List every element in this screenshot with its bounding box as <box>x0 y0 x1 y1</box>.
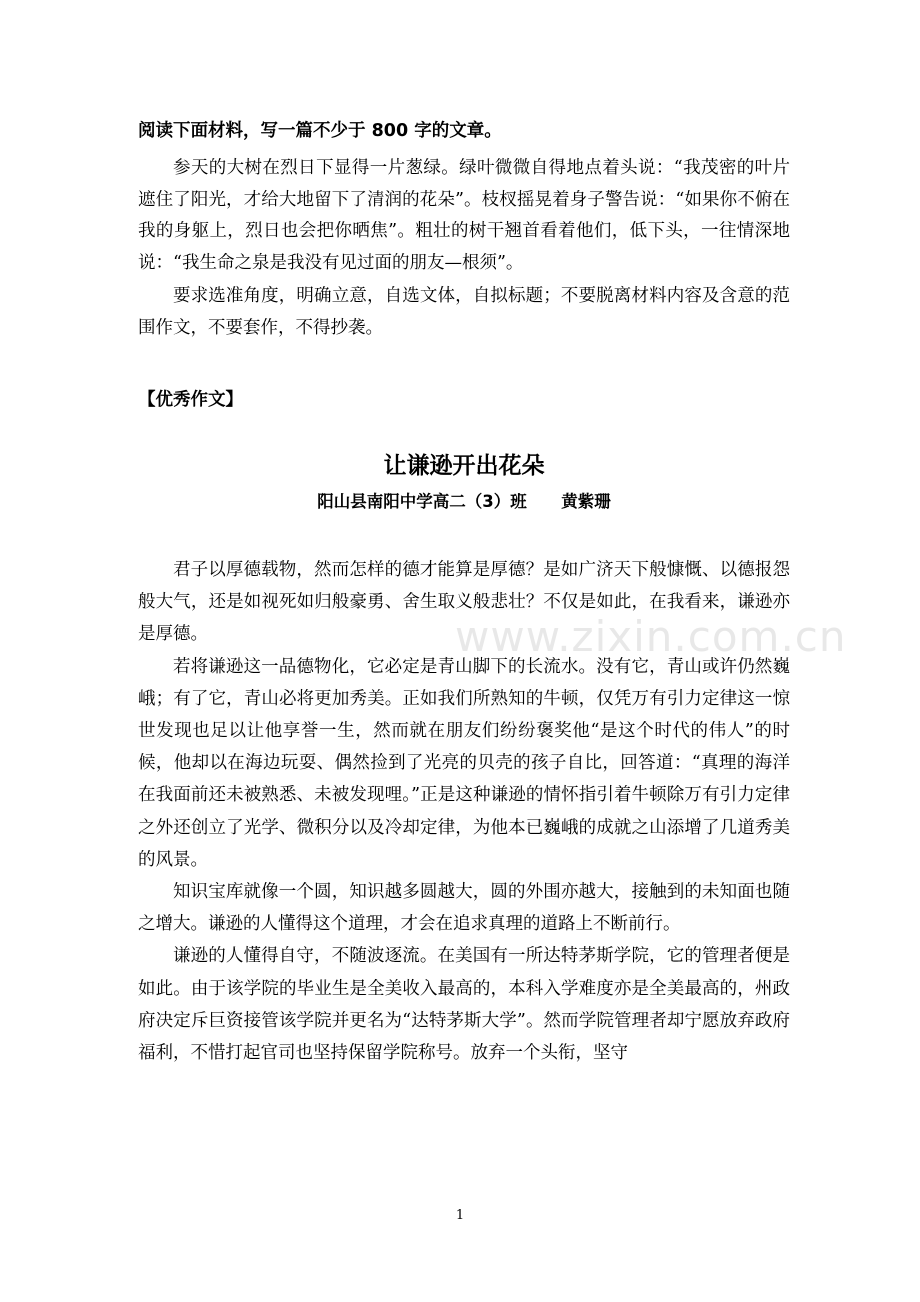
essay-byline: 阳山县南阳中学高二（3）班 黄紫珊 <box>317 492 611 511</box>
material-paragraph: 参天的大树在烈日下显得一片葱绿。绿叶微微自得地点着头说：“我茂密的叶片遮住了阳光，才给大地留下了清润的花朵”。枝杈摇晃着身子警告说：“如果你不俯在我的身躯上，烈日也会把你晒焦”。粗壮的树干翘首看着他们，低下头，一往情深地说：“我生命之泉是我没有见过面的朋友—根须”。 <box>138 158 790 273</box>
essay-body <box>138 554 790 1069</box>
page-content <box>138 116 790 1069</box>
essay-paragraph: 知识宝库就像一个圆，知识越多圆越大，圆的外围亦越大，接触到的未知面也随之增大。谦逊的人懂得这个道理，才会在追求真理的道路上不断前行。 <box>138 882 790 935</box>
page-number: 1 <box>455 1208 465 1223</box>
essay-paragraph: 谦逊的人懂得自守，不随波逐流。在美国有一所达特茅斯学院，它的管理者便是如此。由于该学院的毕业生是全美收入最高的，本科入学难度亦是全美最高的，州政府决定斥巨资接管该学院并更名为“达特茅斯大学”。然而学院管理者却宁愿放弃政府福利，不惜打起官司也坚持保留学院称号。放弃一个头衔，坚守 <box>138 946 790 1064</box>
requirement-paragraph: 要求选准角度，明确立意，自选文体，自拟标题；不要脱离材料内容及含意的范围作文，不要套作，不得抄袭。 <box>138 286 790 338</box>
instruction-heading: 阅读下面材料，写一篇不少于 800 字的文章。 <box>138 121 502 141</box>
essay-paragraph: 君子以厚德载物，然而怎样的德才能算是厚德？是如广济天下般慷慨、以德报怨般大气，还是如视死如归般豪勇、舍生取义般悲壮？不仅是如此，在我看来，谦逊亦是厚德。 <box>138 560 790 645</box>
watermark: www.zixin.com.cn <box>455 612 847 661</box>
section-label: 【优秀作文】 <box>138 390 243 410</box>
essay-title: 让谦逊开出花朵 <box>383 453 545 479</box>
essay-paragraph: 若将谦逊这一品德物化，它必定是青山脚下的长流水。没有它，青山或许仍然巍峨；有了它，青山必将更加秀美。正如我们所熟知的牛顿，仅凭万有引力定律这一惊世发现也足以让他享誉一生，然而就在朋友们纷纷褒奖他“是这个时代的伟人”的时候，他却以在海边玩耍、偶然捡到了光亮的贝壳的孩子自比，回答道：“真理的海洋在我面前还未被熟悉、未被发现哩。”正是这种谦逊的情怀指引着牛顿除万有引力定律之外还创立了光学、微积分以及冷却定律，为他本已巍峨的成就之山添增了几道秀美的风景。 <box>138 656 790 870</box>
